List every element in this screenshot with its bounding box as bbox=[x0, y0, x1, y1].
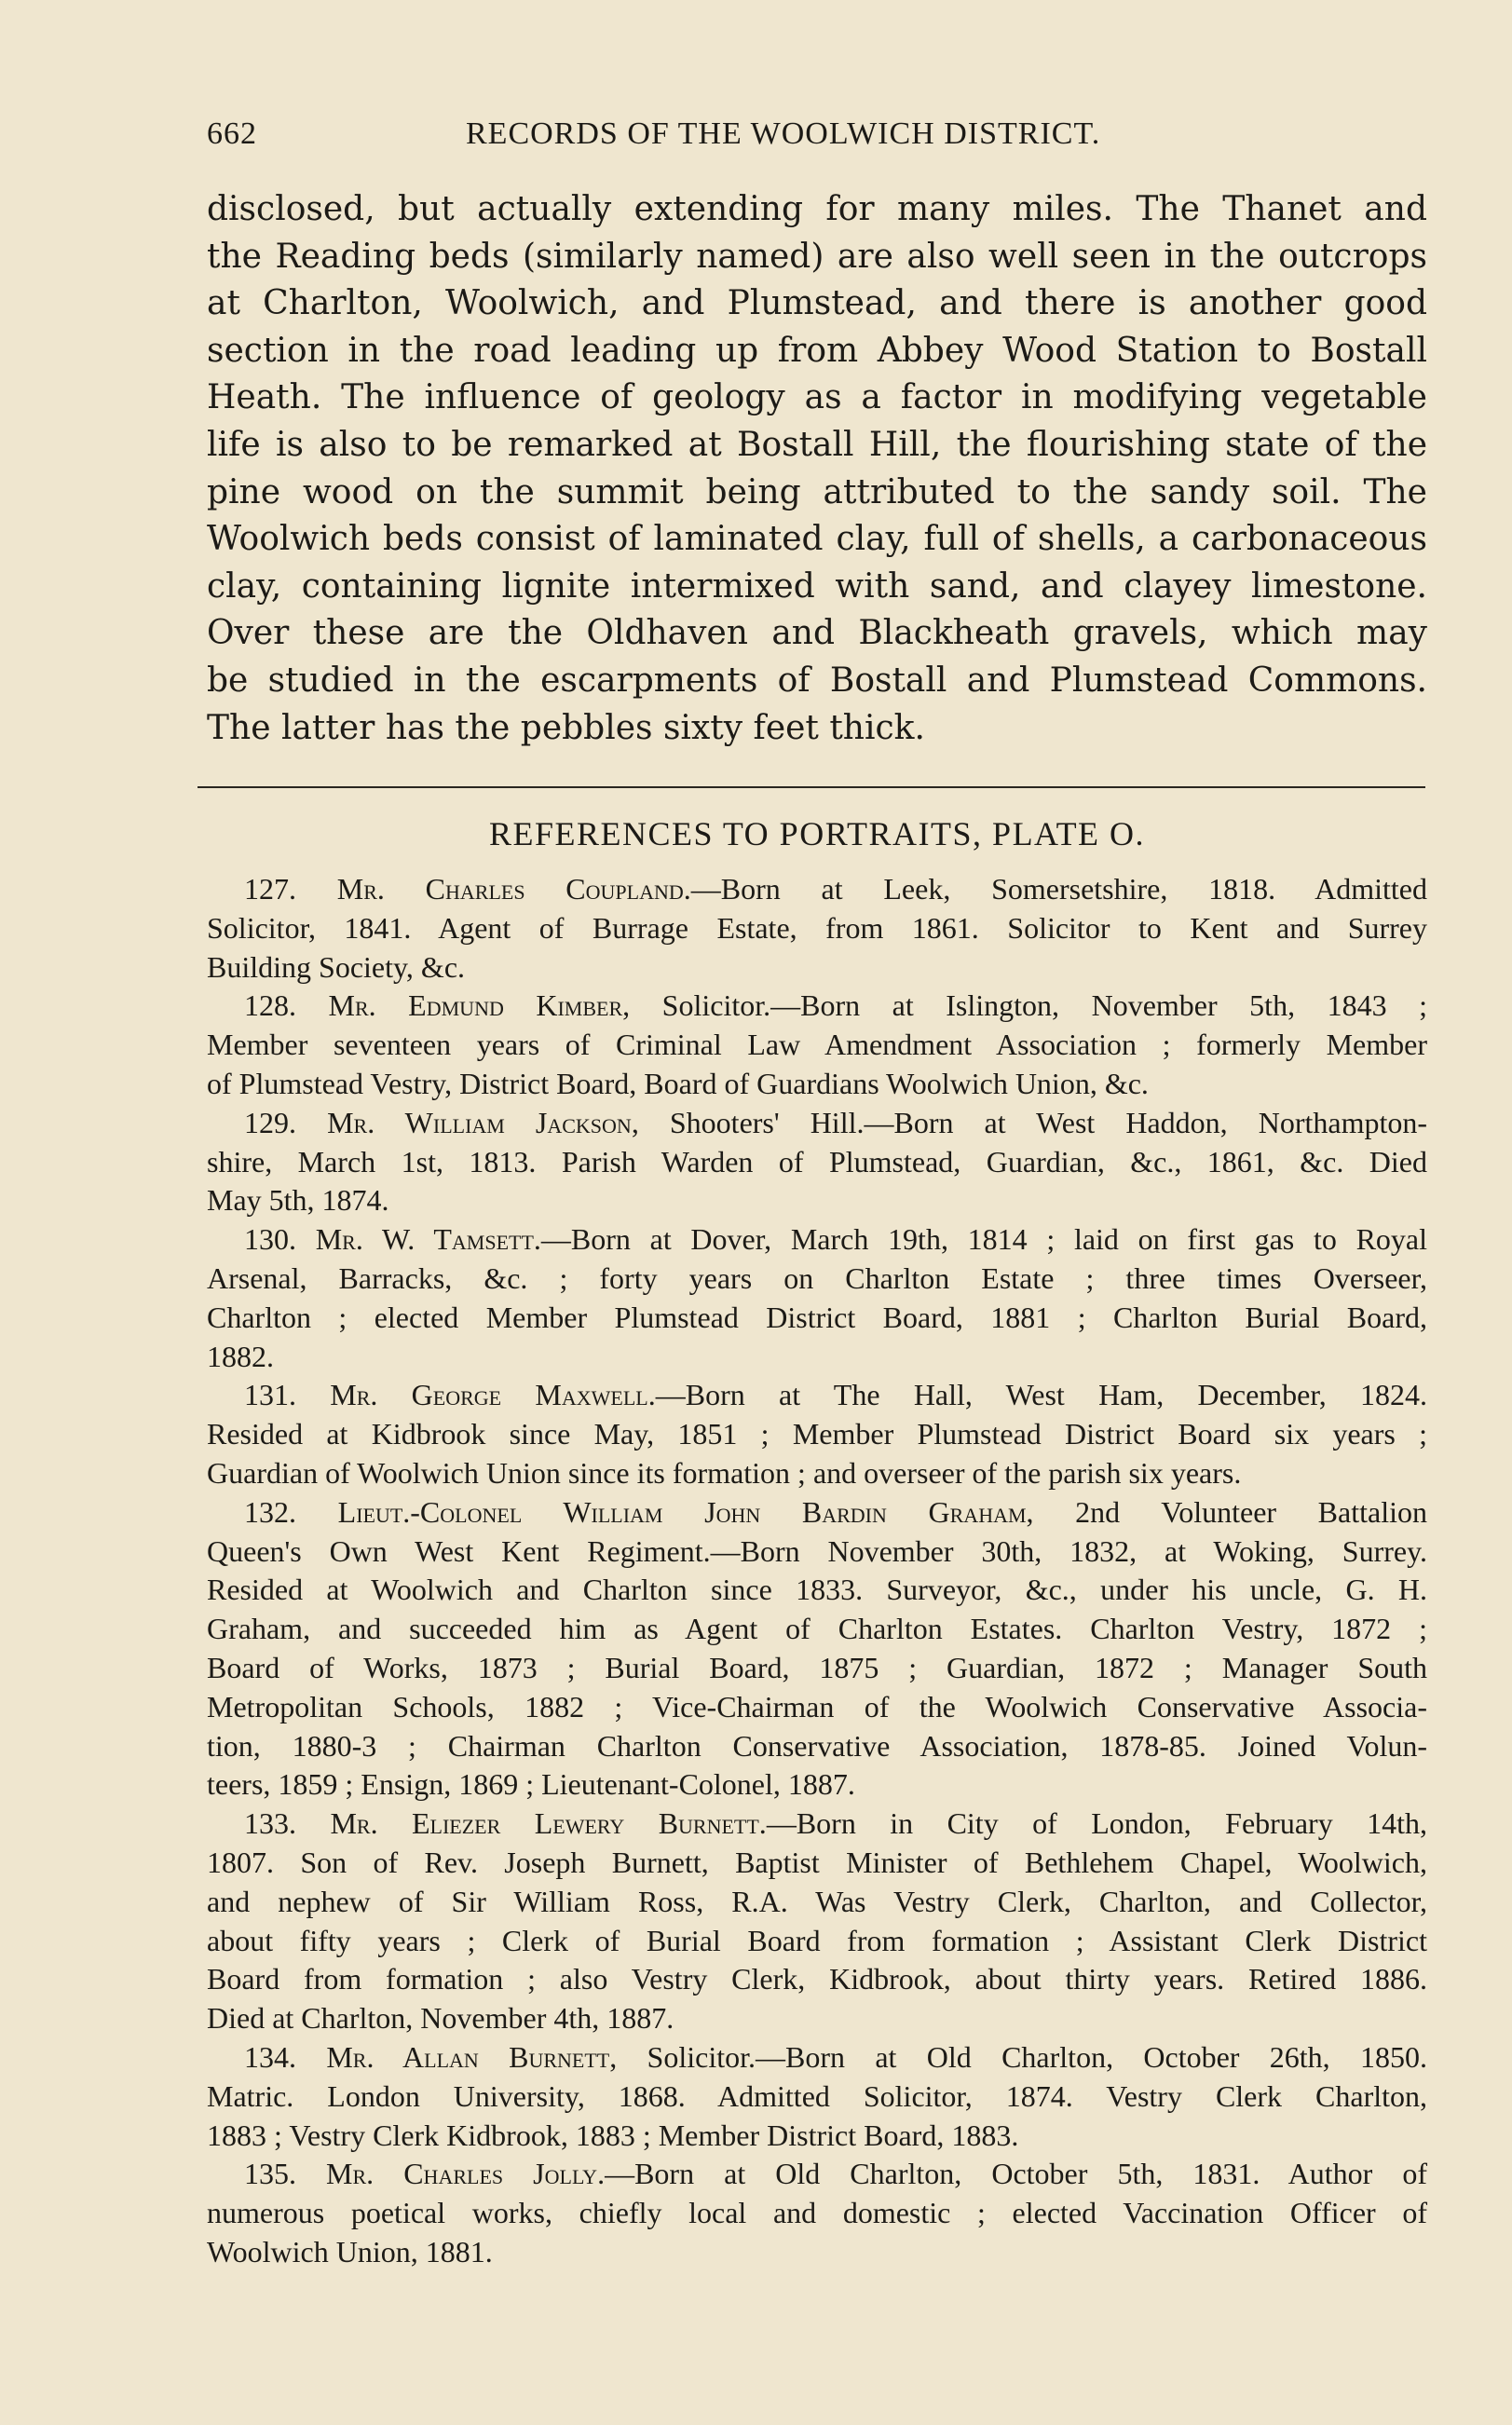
reference-entry bbox=[207, 2038, 1427, 2155]
entry-name: Mr. William Jackson, bbox=[327, 1105, 639, 1139]
entry-first-line bbox=[207, 987, 1427, 1026]
entry-line: 1882. bbox=[207, 1339, 274, 1373]
section-heading: REFERENCES TO PORTRAITS, PLATE O. bbox=[488, 815, 1146, 852]
entry-line: shire, March 1st, 1813. Parish Warden of Plumstead, Guardian, &c., 1861, &c. Died bbox=[207, 1144, 1427, 1178]
entry-line: 1883 ; Vestry Clerk Kidbrook, 1883 ; Member District Board, 1883. bbox=[207, 2118, 1019, 2152]
entry-line: Matric. London University, 1868. Admitted Solicitor, 1874. Vestry Clerk Charlton, bbox=[207, 2078, 1427, 2113]
entry-first-line bbox=[207, 1805, 1427, 1844]
body-line: Woolwich beds consist of laminated clay, full of shells, a carbonaceous bbox=[207, 520, 1427, 559]
entry-name: Mr. Eliezer Lewery Burnett. bbox=[330, 1806, 767, 1841]
body-line: Heath. The influence of geology as a factor in modifying vegetable bbox=[207, 378, 1427, 417]
body-line: be studied in the escarpments of Bostall and Plumstead Commons. bbox=[207, 661, 1427, 700]
entry-line: Died at Charlton, November 4th, 1887. bbox=[207, 2001, 674, 2036]
entry-line: Guardian of Woolwich Union since its formation ; and overseer of the parish six years. bbox=[207, 1455, 1242, 1490]
entry-line: 1807. Son of Rev. Joseph Burnett, Baptist Minister of Bethlehem Chapel, Woolwich, bbox=[207, 1845, 1427, 1879]
running-head-title: RECORDS OF THE WOOLWICH DISTRICT. bbox=[466, 116, 1101, 151]
entry-line: Charlton ; elected Member Plumstead District Board, 1881 ; Charlton Burial Board, bbox=[207, 1300, 1427, 1334]
entry-line: numerous poetical works, chiefly local and domestic ; elected Vaccination Officer of bbox=[207, 2196, 1427, 2230]
body-line: clay, containing lignite intermixed with sand, and clayey limestone. bbox=[207, 566, 1427, 606]
entry-name: Mr. Charles Jolly. bbox=[326, 2157, 606, 2191]
entry-text: Solicitor.—Born at Old Charlton, October 26th, 1850. bbox=[617, 2039, 1427, 2074]
entry-name: Mr. George Maxwell. bbox=[330, 1378, 656, 1412]
entry-first-line bbox=[207, 1104, 1427, 1143]
reference-entry bbox=[207, 1805, 1427, 2038]
entry-text: —Born at Old Charlton, October 5th, 1831. Author of bbox=[605, 2157, 1428, 2191]
entry-number: 134. bbox=[244, 2039, 296, 2074]
reference-entry bbox=[207, 2155, 1427, 2271]
entry-line: Graham, and succeeded him as Agent of Charlton Estates. Charlton Vestry, 1872 ; bbox=[207, 1612, 1427, 1646]
entry-line: Woolwich Union, 1881. bbox=[207, 2234, 493, 2268]
entry-line: Solicitor, 1841. Agent of Burrage Estate, from 1861. Solicitor to Kent and Surrey bbox=[207, 910, 1427, 945]
entry-line: Metropolitan Schools, 1882 ; Vice-Chairman of the Woolwich Conservative Associa- bbox=[207, 1689, 1427, 1723]
entry-number: 130. bbox=[244, 1222, 296, 1257]
body-paragraph bbox=[207, 186, 1427, 752]
entry-first-line bbox=[207, 1493, 1427, 1533]
entry-name: Lieut.-Colonel William John Bardin Graham, bbox=[337, 1494, 1034, 1529]
entry-name: Mr. Edmund Kimber, bbox=[328, 988, 631, 1023]
entry-line: and nephew of Sir William Ross, R.A. Was Vestry Clerk, Charlton, and Collector, bbox=[207, 1884, 1427, 1918]
references-list bbox=[207, 870, 1427, 2272]
body-line: life is also to be remarked at Bostall Hill, the flourishing state of the bbox=[207, 425, 1427, 464]
entry-number: 127. bbox=[244, 872, 296, 906]
entry-line: Board from formation ; also Vestry Clerk, Kidbrook, about thirty years. Retired 1886. bbox=[207, 1962, 1427, 1996]
entry-text: Shooters' Hill.—Born at West Haddon, Northampton- bbox=[638, 1105, 1428, 1139]
body-line: at Charlton, Woolwich, and Plumstead, and there is another good bbox=[207, 284, 1427, 323]
running-head bbox=[207, 116, 1423, 165]
body-line: pine wood on the summit being attributed to the sandy soil. The bbox=[207, 472, 1427, 511]
reference-entry bbox=[207, 1104, 1427, 1220]
reference-entry bbox=[207, 1376, 1427, 1492]
entry-number: 131. bbox=[244, 1378, 296, 1412]
entry-text: —Born at Dover, March 19th, 1814 ; laid on first gas to Royal bbox=[540, 1222, 1428, 1257]
entry-text: 2nd Volunteer Battalion bbox=[1033, 1494, 1427, 1529]
entry-first-line bbox=[207, 2155, 1427, 2194]
entry-line: Board of Works, 1873 ; Burial Board, 1875 ; Guardian, 1872 ; Manager South bbox=[207, 1650, 1427, 1684]
entry-line: May 5th, 1874. bbox=[207, 1183, 389, 1218]
entry-line: of Plumstead Vestry, District Board, Board of Guardians Woolwich Union, &c. bbox=[207, 1066, 1149, 1100]
entry-line: Queen's Own West Kent Regiment.—Born November 30th, 1832, at Woking, Surrey. bbox=[207, 1533, 1427, 1568]
entry-line: Member seventeen years of Criminal Law Amendment Association ; formerly Member bbox=[207, 1028, 1427, 1062]
entry-number: 129. bbox=[244, 1105, 296, 1139]
entry-line: teers, 1859 ; Ensign, 1869 ; Lieutenant-Colonel, 1887. bbox=[207, 1767, 855, 1802]
body-line: the Reading beds (similarly named) are also well seen in the outcrops bbox=[207, 237, 1427, 276]
entry-number: 132. bbox=[244, 1494, 296, 1529]
entry-text: Solicitor.—Born at Islington, November 5th, 1843 ; bbox=[630, 988, 1428, 1023]
entry-name: Mr. Charles Coupland. bbox=[336, 872, 691, 906]
page-number: 662 bbox=[207, 116, 257, 151]
entry-first-line bbox=[207, 1220, 1427, 1260]
entry-line: Arsenal, Barracks, &c. ; forty years on Charlton Estate ; three times Overseer, bbox=[207, 1260, 1427, 1295]
entry-first-line bbox=[207, 870, 1427, 909]
reference-entry bbox=[207, 870, 1427, 987]
body-line: section in the road leading up from Abbey Wood Station to Bostall bbox=[207, 331, 1427, 370]
entry-line: Resided at Woolwich and Charlton since 1833. Surveyor, &c., under his uncle, G. H. bbox=[207, 1573, 1427, 1607]
reference-entry bbox=[207, 1220, 1427, 1376]
entry-line: tion, 1880-3 ; Chairman Charlton Conservative Association, 1878-85. Joined Volun- bbox=[207, 1728, 1427, 1763]
entry-line: Resided at Kidbrook since May, 1851 ; Member Plumstead District Board six years ; bbox=[207, 1417, 1427, 1451]
entry-line: Building Society, &c. bbox=[207, 949, 466, 984]
entry-text: —Born in City of London, February 14th, bbox=[766, 1806, 1428, 1841]
reference-entry bbox=[207, 1493, 1427, 1805]
entry-first-line bbox=[207, 1376, 1427, 1415]
entry-text: —Born at The Hall, West Ham, December, 1824. bbox=[655, 1378, 1428, 1412]
reference-entry bbox=[207, 987, 1427, 1103]
entry-number: 133. bbox=[244, 1806, 296, 1841]
body-line: disclosed, but actually extending for many miles. The Thanet and bbox=[207, 190, 1427, 228]
entry-name: Mr. W. Tamsett. bbox=[315, 1222, 541, 1257]
entry-name: Mr. Allan Burnett, bbox=[326, 2039, 618, 2074]
entry-number: 128. bbox=[244, 988, 296, 1023]
entry-first-line bbox=[207, 2038, 1427, 2078]
entry-text: —Born at Leek, Somersetshire, 1818. Admitted bbox=[690, 872, 1427, 906]
section-divider bbox=[198, 786, 1425, 788]
body-line: Over these are the Oldhaven and Blackheath gravels, which may bbox=[207, 614, 1427, 653]
entry-number: 135. bbox=[244, 2157, 296, 2191]
body-line: The latter has the pebbles sixty feet thick. bbox=[207, 708, 925, 747]
entry-line: about fifty years ; Clerk of Burial Board from formation ; Assistant Clerk District bbox=[207, 1923, 1427, 1957]
